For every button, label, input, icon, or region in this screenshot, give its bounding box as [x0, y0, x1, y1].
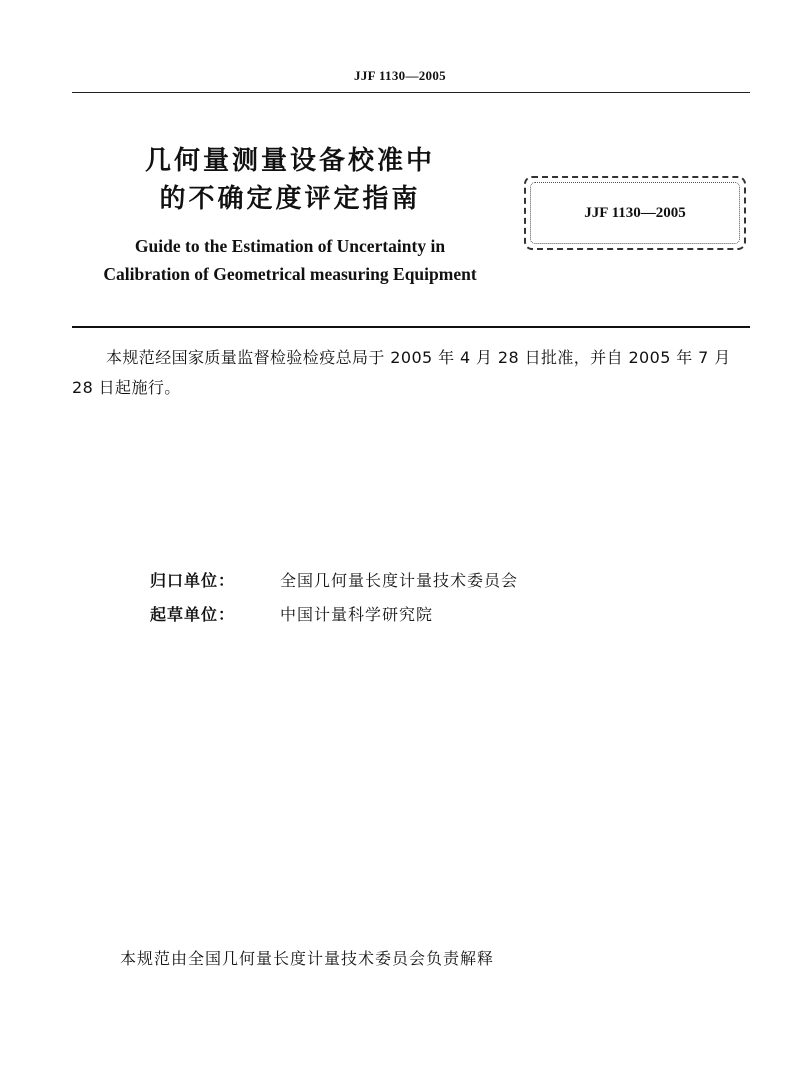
title-cn-line1: 几何量测量设备校准中 [144, 146, 435, 176]
header-rule [72, 92, 750, 93]
code-box [524, 176, 746, 250]
drafting-unit-value: 中国计量科学研究院 [280, 605, 434, 624]
title-en-line1: Guide to the Estimation of Uncertainty in [134, 236, 446, 256]
drafting-unit-row [150, 602, 433, 625]
responsible-unit-label: 归口单位： [150, 571, 236, 590]
responsible-unit-row [150, 568, 518, 591]
interpretation-note: 本规范由全国几何量长度计量技术委员会负责解释 [120, 949, 495, 968]
approval-statement: 本规范经国家质量监督检验检疫总局于 2005 年 4 月 28 日批准，并自 2005 年 7 月 28 日起施行。 [72, 348, 731, 397]
code-box-text: JJF 1130—2005 [584, 204, 686, 221]
title-rule [72, 326, 750, 328]
title-en-line2: Calibration of Geometrical measuring Equipment [103, 264, 477, 284]
title-cn-line2: 的不确定度评定指南 [159, 184, 421, 214]
running-header-code: JJF 1130—2005 [354, 68, 446, 83]
responsible-unit-value: 全国几何量长度计量技术委员会 [280, 571, 519, 590]
drafting-unit-label: 起草单位： [150, 605, 236, 624]
